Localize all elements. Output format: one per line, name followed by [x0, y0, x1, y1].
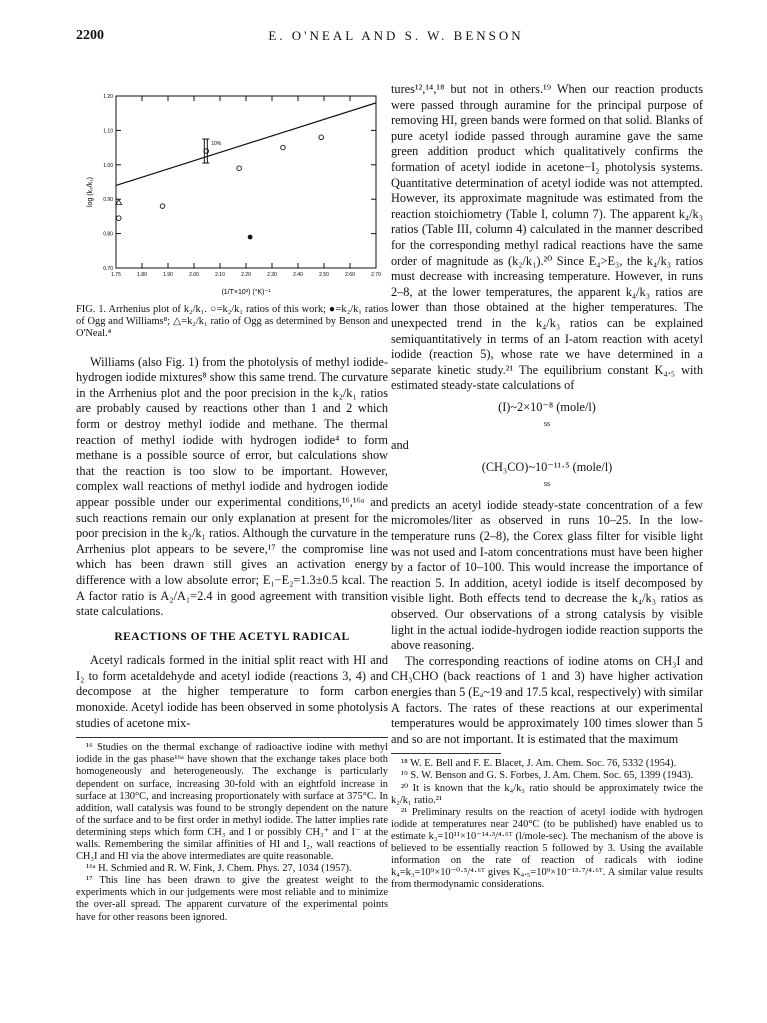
equation-iodine-atoms	[391, 400, 703, 432]
plot-frame	[116, 96, 376, 268]
x-tick-label: 1.90	[163, 272, 173, 278]
footnote-rule	[391, 753, 501, 754]
figure-caption: FIG. 1. Arrhenius plot of k₂/k₁. ○=k₂/k₁ ratios of this work; ●=k₂/k₁ ratios of Ogg and Williams⁸; △=k₂/k₁ ratio of Ogg as determined by Benson and O'Neal.⁴	[76, 304, 388, 340]
footnote-20: ²⁰ It is known that the k₄/k₃ ratio should be approximately twice the k₂/k₁ ratio.²¹	[391, 782, 703, 806]
y-tick-label: 1.00	[103, 162, 113, 169]
footnote-21: ²¹ Preliminary results on the reaction of acetyl iodide with hydrogen iodide at temperatures near 240°C (to be published) have enabled us to estimate k₃=10¹¹×10⁻¹⁴·³/⁴·⁶ᵀ (l/mole-sec). The mechanism of the above is believed to be essentially reaction 5 followed by 3. Using the available information on the rate of reaction of radicals with iodine k₄=k₃=10⁹×10⁻⁰·⁵/⁴·⁶ᵀ gives K₄.₅=10⁹×10⁻¹³·⁷/⁴·⁶ᵀ. A similar value results from thermodynamic considerations.	[391, 806, 703, 891]
running-head: E. O'NEAL AND S. W. BENSON	[268, 28, 524, 43]
open-circle-point	[116, 216, 121, 221]
page-header	[76, 28, 716, 48]
fit-line	[116, 103, 376, 186]
equation-2: (CH₃CO)~10⁻¹¹·⁵ (mole/l)	[481, 459, 613, 474]
page-number: 2200	[76, 28, 104, 43]
error-bar-label: 10%	[211, 141, 222, 148]
x-tick-label: 2.70	[371, 272, 381, 278]
x-tick-label: 1.80	[137, 272, 147, 278]
x-tick-label: 2.30	[267, 272, 277, 278]
open-circle-point	[237, 166, 242, 171]
left-paragraph-2: Acetyl radicals formed in the initial split react with HI and I₂ to form acetaldehyde and acetyl iodide (reactions 3, 4) and decompose at the higher temperature to form carbon monoxide. Acetyl iodide has been observed in some photolysis studies of acetone mix-	[76, 653, 388, 730]
arrhenius-chart	[76, 82, 388, 300]
x-tick-label: 2.40	[293, 272, 303, 278]
equation-1-subscript: ss	[543, 419, 551, 429]
footnote-18: ¹⁸ W. E. Bell and F. E. Blacet, J. Am. Chem. Soc. 76, 5332 (1954).	[401, 758, 677, 770]
equation-acetyl	[391, 460, 703, 492]
open-circle-point	[319, 135, 324, 140]
y-tick-label: 1.20	[103, 94, 113, 100]
footnote-17: ¹⁷ This line has been drawn to give the greatest weight to the experiments which in our judgements were most reliable and to minimize the over-all spread. The apparent curvature of the experimental points have for other reasons been ignored.	[76, 875, 388, 923]
filled-circle-point	[248, 235, 253, 240]
right-paragraph-2: predicts an acetyl iodide steady-state concentration of a few micromoles/liter as observed in runs 10–25. In the low-temperature runs (2–8), the Corex glass filter for visible light was not used and I-atom concentrations must have been higher by a factor of 10–100. This would increase the importance of reaction 5. In addition, acetyl iodide is itself decomposed by visible light. Both effects tend to decrease the k₄/k₃ ratios as observed. Our observations of a strong catalysis by visible light in the actual iodide-hydrogen iodide reaction supports the above reasoning.	[391, 497, 703, 653]
x-tick-label: 2.60	[345, 272, 355, 278]
right-paragraph-1: tures¹²,¹⁴,¹⁸ but not in others.¹⁹ When our reaction products were passed through auramine for the principal purpose of removing HI, green bands were formed on that solid. Blanks of pure acetyl iodide passed through auramine gave the same green addition product which qualitatively confirms the formation of acetyl iodide in acetone−I₂ photolysis systems. Quantitative determination of acetyl iodide was not attempted. However, its approximate magnitude was estimated from the reaction stoichiometry (Table I, column 7). The apparent k₄/k₃ ratios (Table III, column 4) calculated in the manner described for the corresponding methyl radical reactions have the same order of magnitude as (k₂/k₁).²⁰ Since E₄>E₃, the k₄/k₃ ratios must decrease with increasing temperature. However, in runs 2–8, at the lower temperatures, the apparent k₄/k₃ ratios are lower than those obtained at the higher temperatures. The unexpected trend in the k₄/k₃ ratios can be explained semiquantitatively in terms of an I-atom reaction with acetyl iodide (reaction 5), whose rate we have determined in a separate kinetic study.²¹ The equilibrium constant K₄.₅ with estimated steady-state calculations of	[391, 82, 703, 393]
y-tick-label: 0.90	[103, 197, 113, 204]
left-paragraph-1: Williams (also Fig. 1) from the photolysis of methyl iodide-hydrogen iodide mixtures⁸ show this same trend. The curvature in the Arrhenius plot and the poor precision in the k₂/k₁ ratios are probably caused by reactions other than 1 and 2 which form or destroy methyl iodide and methane. The thermal reaction of methyl iodide with hydrogen iodide⁴ to form methane is a possible source of error, but calculations show that the reaction is too slow to be important. However, complex wall reactions of methyl iodide and hydrogen iodide appear possible under our experimental conditions,¹⁶,¹⁶ᵃ and such reactions remain our only explanation at present for the poor precision in the k₂/k₁ ratios. Although the curvature in the Arrhenius plot appears to be severe,¹⁷ the compromise line which has been drawn still gives an activation energy difference with a low absolute error; E₁−E₂=1.3±0.5 kcal. The A factor ratio is A₂/A₁=2.4 in good agreement with transition state calculations.	[76, 354, 388, 619]
y-tick-label: 1.10	[103, 128, 113, 135]
and-label: and	[391, 438, 409, 453]
right-footnotes	[391, 758, 703, 891]
left-column	[76, 82, 388, 924]
open-circle-point	[281, 145, 286, 150]
footnote-16: ¹⁶ Studies on the thermal exchange of radioactive iodine with methyl iodide in the gas phase¹⁶ᵃ have shown that the exchange takes place both homogeneously and heterogeneously. The exchange is particularly dependent on surface, increasing 30-fold with an eightfold increase in surface at 130°C, and increasing proportionately with surface at 375°C. In addition, wall catalysis was found to be strongly dependent on the nature of the surface and to be first order in methyl iodide. The latter implies rate determining steps which form CH₃ and I or possibly CH₃⁺ and I⁻ at the walls. Remembering the similar affinities of HI and I₂, wall reactions of CH₃I and HI via the above intermediates are quite reasonable.	[76, 742, 388, 863]
figure-arrhenius-plot	[76, 82, 388, 300]
y-tick-label: 0.70	[103, 266, 113, 272]
footnote-19: ¹⁹ S. W. Benson and G. S. Forbes, J. Am. Chem. Soc. 65, 1399 (1943).	[401, 770, 694, 782]
x-axis-label: (1/T×10³) (°K)⁻¹	[221, 289, 271, 296]
equation-2-subscript: ss	[543, 479, 551, 489]
triangle-point	[116, 200, 122, 205]
left-footnotes	[76, 737, 388, 923]
y-tick-label: 0.80	[103, 231, 113, 238]
equation-1: (I)~2×10⁻⁸ (mole/l)	[498, 399, 596, 414]
x-tick-label: 2.00	[189, 272, 199, 278]
open-circle-point	[160, 204, 165, 209]
right-paragraph-3: The corresponding reactions of iodine atoms on CH₃I and CH₃CHO (back reactions of 1 and 3) have higher activation energies than 5 (Eₐ~19 and 17.5 kcal, respectively) with similar A factors. The rates of these reactions at our experimental temperatures would be approximately 100 times slower than 5 and so are not important. It is estimated that the maximum	[391, 653, 703, 746]
x-tick-label: 2.50	[319, 272, 329, 278]
x-tick-label: 2.20	[241, 272, 251, 278]
y-axis-label: log (k₂/k₁)	[87, 177, 94, 207]
right-column	[391, 82, 703, 891]
section-heading: REACTIONS OF THE ACETYL RADICAL	[114, 630, 350, 643]
footnote-16a: ¹⁶ᵃ H. Schmied and R. W. Fink, J. Chem. Phys. 27, 1034 (1957).	[86, 863, 352, 875]
x-tick-label: 2.10	[215, 272, 225, 278]
x-tick-label: 1.75	[111, 272, 121, 278]
